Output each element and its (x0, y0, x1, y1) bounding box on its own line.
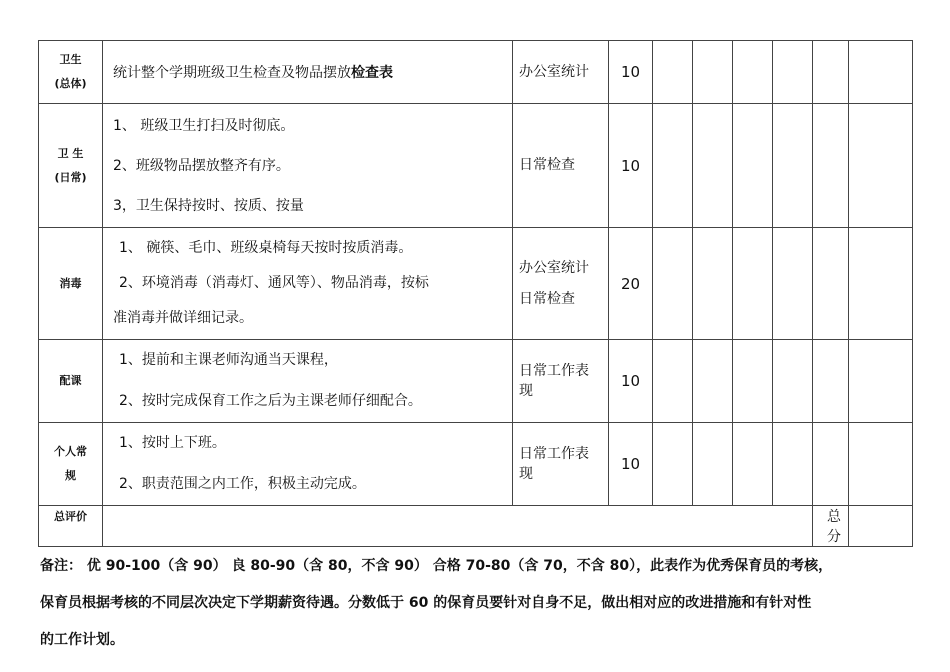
score-cell: 10 (609, 41, 653, 104)
blank-cell (849, 228, 913, 340)
table-row (39, 423, 913, 506)
blank-cell (849, 423, 913, 506)
blank-cell (693, 228, 733, 340)
content-text: 统计整个学期班级卫生检查及物品摆放 (113, 65, 351, 81)
blank-cell (693, 340, 733, 423)
blank-cell (733, 41, 773, 104)
method-cell: 办公室统计 日常检查 (513, 228, 609, 340)
note-line: 备注： 优 90-100（含 90） 良 80-90（含 80，不含 90） 合格 70-80（含 70，不含 80），此表作为优秀保育员的考核， (40, 558, 833, 574)
note-line: 保育员根据考核的不同层次决定下学期薪资待遇。分数低于 60 的保育员要针对自身不足，做出相对应的改进措施和有针对性 (40, 595, 812, 611)
summary-row (39, 506, 913, 547)
total-label: 总分 (813, 506, 849, 547)
blank-cell (693, 41, 733, 104)
blank-cell (773, 104, 813, 228)
category-cell: 个人常 规 (39, 423, 103, 506)
score-cell: 10 (609, 423, 653, 506)
blank-cell (813, 41, 849, 104)
blank-cell (849, 104, 913, 228)
blank-cell (773, 41, 813, 104)
evaluation-table (38, 40, 913, 547)
blank-cell (653, 228, 693, 340)
blank-cell (693, 104, 733, 228)
method-cell: 日常检查 (513, 104, 609, 228)
blank-cell (773, 228, 813, 340)
method-cell: 日常工作表 现 (513, 423, 609, 506)
score-cell: 20 (609, 228, 653, 340)
table-row (39, 41, 913, 104)
method-cell: 办公室统计 (513, 41, 609, 104)
note-line: 的工作计划。 (40, 632, 124, 648)
blank-cell (849, 41, 913, 104)
table-row (39, 340, 913, 423)
blank-cell (653, 423, 693, 506)
blank-cell (733, 340, 773, 423)
category-cell: 消毒 (39, 228, 103, 340)
score-cell: 10 (609, 340, 653, 423)
blank-cell (773, 340, 813, 423)
content-bold-text: 检查表 (351, 65, 393, 81)
category-cell: 卫生 (总体) (39, 41, 103, 104)
blank-cell (813, 104, 849, 228)
summary-blank-cell (103, 506, 813, 547)
table-row (39, 104, 913, 228)
table-row (39, 228, 913, 340)
blank-cell (733, 104, 773, 228)
blank-cell (813, 423, 849, 506)
note-block (40, 548, 912, 659)
summary-label: 总评价 (39, 506, 103, 547)
content-cell: 1、提前和主课老师沟通当天课程， 2、按时完成保育工作之后为主课老师仔细配合。 (103, 340, 513, 423)
blank-cell (653, 41, 693, 104)
score-cell: 10 (609, 104, 653, 228)
blank-cell (653, 340, 693, 423)
blank-cell (813, 340, 849, 423)
content-cell (103, 41, 513, 104)
category-cell: 配课 (39, 340, 103, 423)
method-cell: 日常工作表 现 (513, 340, 609, 423)
category-cell: 卫 生 (日常) (39, 104, 103, 228)
content-cell: 1、按时上下班。 2、职责范围之内工作，积极主动完成。 (103, 423, 513, 506)
blank-cell (849, 340, 913, 423)
total-value-cell (849, 506, 913, 547)
blank-cell (773, 423, 813, 506)
content-cell: 1、 碗筷、毛巾、班级桌椅每天按时按质消毒。 2、环境消毒（消毒灯、通风等）、物品消毒，按标 准消毒并做详细记录。 (103, 228, 513, 340)
blank-cell (733, 228, 773, 340)
blank-cell (813, 228, 849, 340)
blank-cell (733, 423, 773, 506)
blank-cell (693, 423, 733, 506)
content-cell: 1、 班级卫生打扫及时彻底。 2、班级物品摆放整齐有序。 3，卫生保持按时、按质、按量 (103, 104, 513, 228)
blank-cell (653, 104, 693, 228)
